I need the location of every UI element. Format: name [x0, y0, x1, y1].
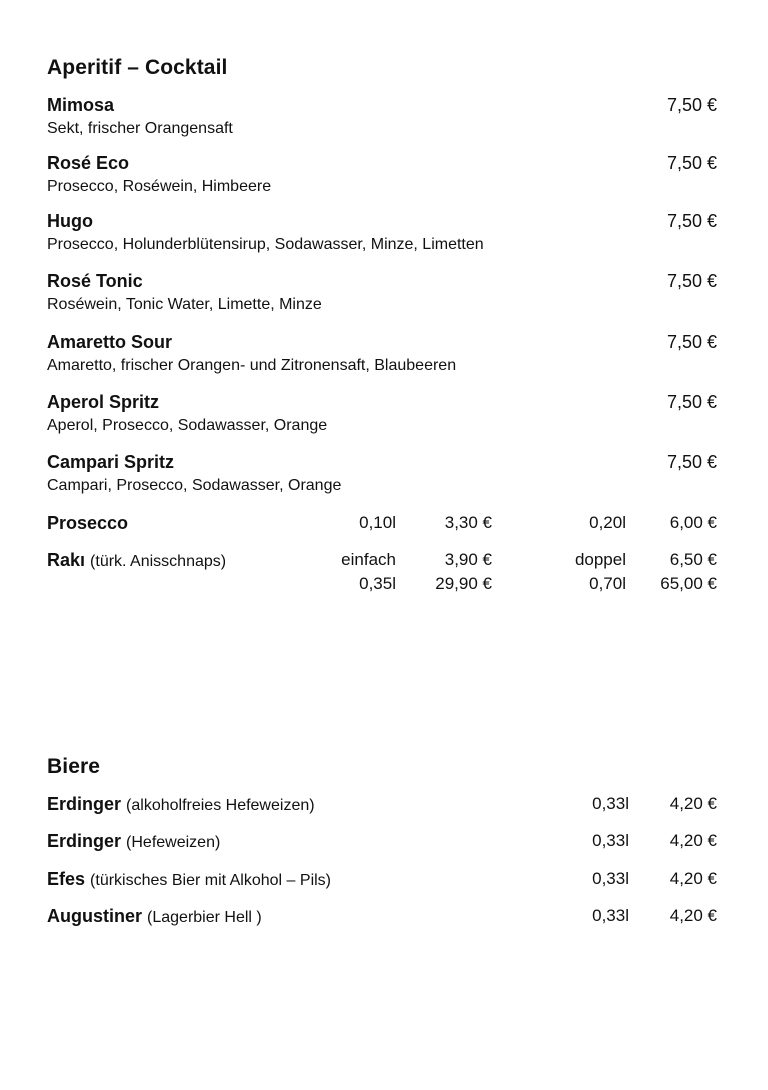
item-size: 0,33l [592, 906, 629, 925]
item-name: Prosecco [47, 513, 129, 533]
beer-row [47, 830, 717, 854]
item-price: 7,50 € [666, 95, 717, 115]
item-price: 4,20 € [669, 794, 717, 813]
item-name: Augustiner [47, 906, 143, 926]
item-name: Rosé Tonic [47, 271, 143, 291]
item-price: 4,20 € [669, 906, 717, 925]
item-name: Erdinger [47, 794, 122, 814]
menu-item [47, 270, 717, 316]
item-size: 0,33l [592, 831, 629, 850]
section-title-beer: Biere [47, 755, 101, 778]
item-description: Prosecco, Roséwein, Himbeere [47, 178, 272, 195]
beer-row [47, 868, 717, 892]
size-large: 0,20l [589, 513, 626, 532]
item-name: Efes [47, 869, 86, 889]
bottle-small-size: 0,35l [359, 574, 396, 593]
item-note: (alkoholfreies Hefeweizen) [126, 797, 315, 814]
item-description: Prosecco, Holunderblütensirup, Sodawasser, Minze, Limetten [47, 236, 484, 253]
item-price: 7,50 € [666, 211, 717, 231]
section-title-aperitif: Aperitif – Cocktail [47, 56, 228, 79]
item-note: (Hefeweizen) [126, 834, 221, 851]
item-price: 7,50 € [666, 332, 717, 352]
item-name: Campari Spritz [47, 452, 175, 472]
item-description: Aperol, Prosecco, Sodawasser, Orange [47, 417, 328, 434]
single-price: 3,90 € [444, 550, 492, 569]
item-price: 7,50 € [666, 153, 717, 173]
item-description: Sekt, frischer Orangensaft [47, 120, 233, 137]
menu-item [47, 94, 717, 140]
item-name: Rakı [47, 550, 86, 570]
menu-item [47, 331, 717, 377]
item-note: (Lagerbier Hell ) [147, 909, 262, 926]
bottle-large-price: 65,00 € [660, 574, 717, 593]
item-note: (türk. Anisschnaps) [90, 553, 227, 570]
item-name: Mimosa [47, 95, 115, 115]
item-price: 7,50 € [666, 392, 717, 412]
item-size: 0,33l [592, 869, 629, 888]
size-small: 0,10l [359, 513, 396, 532]
item-description: Amaretto, frischer Orangen- und Zitronensaft, Blaubeeren [47, 357, 457, 374]
item-name: Hugo [47, 211, 93, 231]
raki-row [47, 549, 717, 599]
menu-item [47, 152, 717, 198]
beer-row [47, 905, 717, 929]
single-label: einfach [341, 550, 396, 569]
item-price: 7,50 € [666, 271, 717, 291]
bottle-small-price: 29,90 € [435, 574, 492, 593]
item-name: Aperol Spritz [47, 392, 160, 412]
item-price: 4,20 € [669, 831, 717, 850]
double-price: 6,50 € [669, 550, 717, 569]
menu-item [47, 451, 717, 497]
price-small: 3,30 € [444, 513, 492, 532]
menu-item [47, 210, 717, 256]
item-note: (türkisches Bier mit Alkohol – Pils) [90, 872, 332, 889]
item-price: 7,50 € [666, 452, 717, 472]
item-name: Rosé Eco [47, 153, 130, 173]
item-price: 4,20 € [669, 869, 717, 888]
item-name: Amaretto Sour [47, 332, 173, 352]
beer-row [47, 793, 717, 817]
bottle-large-size: 0,70l [589, 574, 626, 593]
price-large: 6,00 € [669, 513, 717, 532]
item-name: Erdinger [47, 831, 122, 851]
item-size: 0,33l [592, 794, 629, 813]
menu-item [47, 391, 717, 437]
item-description: Campari, Prosecco, Sodawasser, Orange [47, 477, 342, 494]
prosecco-row [47, 512, 717, 534]
double-label: doppel [574, 550, 626, 569]
item-description: Roséwein, Tonic Water, Limette, Minze [47, 296, 322, 313]
